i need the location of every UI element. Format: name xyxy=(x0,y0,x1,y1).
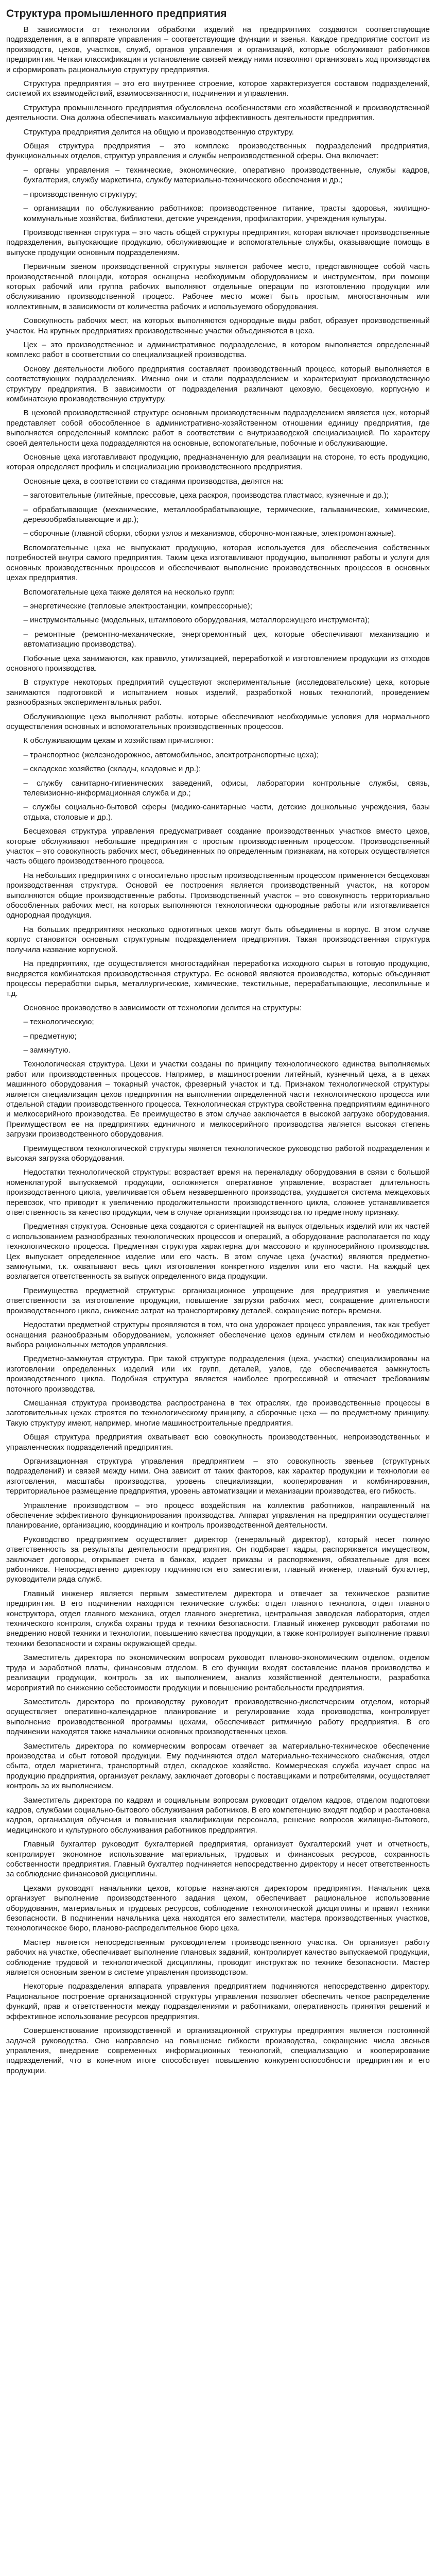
list-item: – транспортное (железнодорожное, автомобильное, электротранспортные цеха); xyxy=(23,750,319,759)
list-item: – службу санитарно-гигиенических заведений, офисы, лаборатории контрольные службы, связь, телевизионно-информационная служба и др.; xyxy=(23,778,430,798)
paragraph: Технологическая структура. Цехи и участки созданы по принципу технологического единства выполняемых работ или производственных процессов. Например, в машиностроении литейный, кузнечный цеха, а в цехах машинного оборудования – токарный участок, фрезерный участок и т.д. Признаком технологической структуры является специализация цехов предприятия на выполнении определенной части технологического процесса или отдельной стадии производственного процесса. Технологическая структура свойственна предприятиям единичного и мелкосерийного производства. Ее преимущество в этом случае заключается в высокой загрузке оборудования. Преимуществом ее на предприятиях единичного и мелкосерийного производства является высокая степень загрузки производственного оборудования. xyxy=(6,1060,430,1139)
paragraph: Главный инженер является первым заместителем директора и отвечает за техническое развитие предприятия. В его подчинении находятся технические службы: отдел главного технолога, отдел главного конструктора, отдел главного механика, отдел главного энергетика, центральная заводская лаборатория, отдел технического контроля, служба охраны труда и техники безопасности. Главный инженер руководит работами по внедрению новой техники и технологии, повышению качества продукции, а также контролирует выполнение правил техники безопасности и охраны окружающей среды. xyxy=(6,1589,430,1648)
paragraph: Мастер является непосредственным руководителем производственного участка. Он организует работу рабочих на участке, обеспечивает выполнение плановых заданий, контролирует качество выпускаемой продукции, соблюдение трудовой и технологической дисциплины, проводит инструктаж по технике безопасности. Мастер является основным звеном в системе управления производством. xyxy=(6,1938,430,1977)
list-item: – складское хозяйство (склады, кладовые и др.); xyxy=(23,765,201,774)
list-item: – предметную; xyxy=(23,1031,77,1041)
paragraph: Общая структура предприятия охватывает всю совокупность производственных, непроизводственных и управленческих подразделений предприятия. xyxy=(6,1433,430,1452)
paragraph: Совершенствование производственной и организационной структуры предприятия является постоянной задачей руководства. Оно направлено на повышение гибкости производства, сокращение числа звеньев управления, внедрение современных информационных технологий, специализацию и кооперирование подразделений, что в конечном итоге способствует повышению конкурентоспособности предприятия и его продукции. xyxy=(6,2026,430,2075)
paragraph: В цеховой производственной структуре основным производственным подразделением является цех, который представляет собой обособленное в административно-хозяйственном отношении единицу предприятия, где выполняется определенный комплекс работ в соответствии с внутризаводской специализацией. По характеру своей деятельности цеха подразделяются на основные, вспомогательные, побочные и обслуживающие. xyxy=(6,409,430,448)
list-item: – заготовительные (литейные, прессовые, цеха раскроя, производства пластмасс, кузнечные и др.); xyxy=(23,491,389,500)
paragraph: Смешанная структура производства распространена в тех отраслях, где производственные процессы в заготовительных цехах строятся по технологическому принципу, а сборочные цеха — по предметному принципу. Такую структуру имеют, например, многие машиностроительные предприятия. xyxy=(6,1398,430,1428)
paragraph: Основные цеха, в соответствии со стадиями производства, делятся на: xyxy=(23,477,284,486)
paragraph: Недостатки предметной структуры проявляются в том, что она удорожает процесс управления, так как требует оснащения разнообразным оборудованием, усложняет обеспечение цехов единым стилем и необходимостью выбора рациональных методов управления. xyxy=(6,1320,430,1349)
paragraph: Совокупность рабочих мест, на которых выполняются однородные виды работ, образует производственный участок. На крупных предприятиях производственные участки объединяются в цеха. xyxy=(6,316,430,335)
list-item: – энергетические (тепловые электростанции, компрессорные); xyxy=(23,601,252,611)
list-item: – замкнутую. xyxy=(23,1045,71,1055)
paragraph: Предметная структура. Основные цеха создаются с ориентацией на выпуск отдельных изделий или их частей с использованием разнообразных технологических процессов и операций, а оборудование располагается по ходу технологического процесса. Предметная структура характерна для массового и крупносерийного производства. Цех выпускает определенное изделие или его часть. В этом случае цеха (участки) являются предметно-замкнутыми, т.к. охватывают весь цикл изготовления конкретного изделия или его части. На каждый цех возлагается ответственность за выпуск определенного вида продукции. xyxy=(6,1222,430,1281)
paragraph: Обслуживающие цеха выполняют работы, которые обеспечивают необходимые условия для нормального осуществления основных и вспомогательных производственных процессов. xyxy=(6,712,430,731)
paragraph: Производственная структура – это часть общей структуры предприятия, которая включает производственные подразделения, выпускающие продукцию, обслуживающие и вспомогательные службы, оказывающие помощь в выпуске продукции основным подразделениям. xyxy=(6,228,430,257)
list-item: – инструментальные (модельных, штампового оборудования, металлорежущего инструмента); xyxy=(23,616,370,625)
paragraph: Руководство предприятием осуществляет директор (генеральный директор), который несет полную ответственность за результаты деятельности предприятия. Он подбирает кадры, распоряжается имуществом, заключает договоры, открывает счета в банках, издает приказы и распоряжения, обязательные для всех работников. Непосредственно директору подчиняются его заместители, главный инженер, главный бухгалтер, руководители ряда служб. xyxy=(6,1535,430,1584)
paragraph: В структуре некоторых предприятий существуют экспериментальные (исследовательские) цеха, которые занимаются подготовкой и испытанием новых изделий, разработкой новых технологий, проведением разнообразных экспериментальных работ. xyxy=(6,678,430,707)
paragraph: Управление производством – это процесс воздействия на коллектив работников, направленный на обеспечение эффективного функционирования производства. Аппарат управления на предприятии осуществляет планирование, организацию, координацию и контроль производственной деятельности. xyxy=(6,1501,430,1530)
list-item: – сборочные (главной сборки, сборки узлов и механизмов, сборочно-монтажные, электромонтажные). xyxy=(23,529,396,538)
paragraph: Основу деятельности любого предприятия составляет производственный процесс, который выполняется в соответствующих подразделениях. Именно они и стали подразделением и характеризуют производственную структуру предприятия. В зависимости от подразделения различают цеховую, бесцеховую, корпусную и комбинатскую производственную структуру. xyxy=(6,364,430,403)
paragraph: Заместитель директора по кадрам и социальным вопросам руководит отделом кадров, отделом подготовки кадров, службами социально-бытового обслуживания работников. В его компетенцию входят подбор и расстановка кадров, организация обучения и повышения квалификации персонала, решение вопросов жилищно-бытового, медицинского и культурного обслуживания работников предприятия. xyxy=(6,1795,430,1835)
paragraph: Первичным звеном производственной структуры является рабочее место, представляющее собой часть производственной площади, которая оснащена необходимым оборудованием и инструментом, при помощи которых рабочий или группа рабочих выполняют отдельные операции по изготовлению продукции или обслуживанию производственной процесс. Рабочее место может быть простым, многостаночным или коллективным, в зависимости от количества рабочих и используемого оборудования. xyxy=(6,262,430,311)
paragraph: Структура предприятия делится на общую и производственную структуру. xyxy=(23,127,294,137)
list-item: – обрабатывающие (механические, металлообрабатывающие, термические, гальванические, химические, деревообрабатывающие и др.); xyxy=(23,505,430,524)
paragraph: Вспомогательные цеха также делятся на несколько групп: xyxy=(23,587,235,597)
paragraph: Заместитель директора по коммерческим вопросам отвечает за материально-техническое обеспечение производства и сбыт готовой продукции. Ему подчиняются отдел материально-технического снабжения, отдел сбыта, отдел маркетинга, транспортный отдел, складское хозяйство. Коммерческая служба изучает спрос на продукцию предприятия, организует рекламу, заключает договоры с поставщиками и потребителями, осуществляет контроль за их выполнением. xyxy=(6,1741,430,1791)
paragraph: Заместитель директора по производству руководит производственно-диспетчерским отделом, который осуществляет оперативно-календарное планирование и регулирование хода производства, контролирует выполнение производственной программы цехами, обеспечивает ритмичную работу предприятия. В его подчинении находятся также начальники основных производственных цехов. xyxy=(6,1697,430,1737)
paragraph: На больших предприятиях несколько однотипных цехов могут быть объединены в корпус. В этом случае корпус становится основным структурным подразделением предприятия. Такая производственная структура получила название корпусной. xyxy=(6,925,430,954)
paragraph: Заместитель директора по экономическим вопросам руководит планово-экономическим отделом, отделом труда и заработной платы, финансовым отделом. В его функции входят составление планов производства и реализации продукции, контроль за их выполнением, анализ хозяйственной деятельности, разработка мероприятий по снижению себестоимости продукции и повышению рентабельности предприятия. xyxy=(6,1653,430,1692)
paragraph: Преимуществом технологической структуры является технологическое руководство работой подразделения и высокая загрузка оборудования. xyxy=(6,1144,430,1163)
paragraph: Преимущества предметной структуры: организационное упрощение для предприятия и увеличение ответственности за изготовление продукции, повышение загрузки рабочих мест, сокращение длительности производственного цикла, снижение затрат на транспортировку деталей, сокращение потерь времени. xyxy=(6,1286,430,1315)
paragraph: Структура предприятия – это его внутреннее строение, которое характеризуется составом подразделений, системой их взаимодействий, взаимосвязанности, подчинения и управления. xyxy=(6,79,430,98)
paragraph: Предметно-замкнутая структура. При такой структуре подразделения (цеха, участки) специализированы на изготовлении определенных изделий или их групп, деталей, узлов, где обеспечивается замкнутость производственного цикла. Подобная структура является наиболее прогрессивной и отвечает требованиям поточного производства. xyxy=(6,1354,430,1394)
paragraph: Основное производство в зависимости от технологии делится на структуры: xyxy=(23,1003,302,1012)
list-item: – технологическую; xyxy=(23,1018,94,1027)
list-item: – органы управления – технические, экономические, оперативно производственные, службы кадров, бухгалтерия, службу маркетинга, службу материально-технического обеспечения и др.; xyxy=(23,165,430,185)
paragraph: Организационная структура управления предприятием – это совокупность звеньев (структурных подразделений) и связей между ними. Она зависит от таких факторов, как характер продукции и технологии ее изготовления, масштабы производства, уровень специализации, кооперирования и комбинирования, территориальное размещение предприятия, уровень автоматизации и механизации производства, его гибкость. xyxy=(6,1456,430,1496)
paragraph: Цехами руководят начальники цехов, которые назначаются директором предприятия. Начальник цеха организует выполнение производственного задания цехом, обеспечивает рациональное использование оборудования, материальных и трудовых ресурсов, соблюдение технологической дисциплины и правил техники безопасности. В подчинении начальника цеха находятся его заместители, мастера производственных участков, технологическое бюро, планово-распределительное бюро цеха. xyxy=(6,1884,430,1933)
paragraph: В зависимости от технологии обработки изделий на предприятиях создаются соответствующие подразделения, а в аппарате управления – соответствующие функции и звенья. Каждое предприятие состоит из производств, цехов, участков, служб, органов управления и организаций, которые обслуживают работников предприятия. Четкая классификация и установление связей между ними позволяют организовать ход производства и сформировать рациональную структуру предприятия. xyxy=(6,25,430,74)
list-item: – службы социально-бытовой сферы (медико-санитарные части, детские дошкольные учреждения, базы отдыха, столовые и др.). xyxy=(23,803,430,822)
paragraph: Основные цеха изготавливают продукцию, предназначенную для реализации на стороне, то есть продукцию, которая определяет профиль и специализацию производственного предприятия. xyxy=(6,453,430,472)
list-item: – организации по обслуживанию работников: производственное питание, трасты здоровья, жилищно-коммунальные хозяйства, библиотеки, детские учреждения, профилактории, учреждения культуры. xyxy=(23,204,430,223)
paragraph: На небольших предприятиях с относительно простым производственным процессом применяется бесцеховая производственная структура. Основой ее построения является производственный участок, на котором выполняются общие производственные работы. Производственный участок – это совокупность территориально обособленных рабочих мест, на которых выполняются технологически однородные работы или изготавливается однородная продукция. xyxy=(6,871,430,920)
list-item: – ремонтные (ремонтно-механические, энергоремонтный цех, которые обеспечивают механизацию и автоматизацию производства). xyxy=(23,630,430,649)
paragraph: Побочные цеха занимаются, как правило, утилизацией, переработкой и изготовлением продукции из отходов основного производства. xyxy=(6,654,430,673)
paragraph: На предприятиях, где осуществляется многостадийная переработка исходного сырья в готовую продукцию, внедряется комбинатская производственная структура. Ее основой являются производства, которые объединяют процессы переработки сырья, металлургические, химические, текстильные, перерабатывающие, лесопильные и т.д. xyxy=(6,959,430,998)
paragraph: К обслуживающим цехам и хозяйствам причисляют: xyxy=(23,736,214,745)
page-title: Структура промышленного предприятия xyxy=(6,8,227,20)
document-body xyxy=(6,25,430,2076)
paragraph: Главный бухгалтер руководит бухгалтерией предприятия, организует бухгалтерский учет и отчетность, контролирует экономное использование материальных, трудовых и финансовых ресурсов, сохранность собственности предприятия. Главный бухгалтер подчиняется непосредственно директору и несет ответственность за соблюдение финансовой дисциплины. xyxy=(6,1840,430,1879)
paragraph: Общая структура предприятия – это комплекс производственных подразделений предприятия, функциональных отделов, структур управления и службы непроизводственной сферы. Она включает: xyxy=(6,142,430,161)
paragraph: Некоторые подразделения аппарата управления предприятием подчиняются непосредственно директору. Рациональное построение организационной структуры управления позволяет обеспечить четкое распределение функций, прав и ответственности между подразделениями и работниками, оперативность принятия решений и эффективное использование ресурсов предприятия. xyxy=(6,1982,430,2021)
paragraph: Бесцеховая структура управления предусматривает создание производственных участков вместо цехов, которые обслуживают небольшие предприятия с простым производственным процессом. Производственный участок – это совокупность рабочих мест, объединенных по определенным признакам, на которых осуществляется часть общего производственного процесса. xyxy=(6,827,430,866)
list-item: – производственную структуру; xyxy=(23,190,137,199)
paragraph: Вспомогательные цеха не выпускают продукцию, которая используется для обеспечения собственных потребностей внутри самого предприятия. Таким цеха изготавливают продукцию, выполняют работы и услуги для основных производственных процессов и обеспечивают выполнение производственных процессов в основных цехах предприятия. xyxy=(6,543,430,583)
paragraph: Недостатки технологической структуры: возрастает время на переналадку оборудования в связи с большой номенклатурой выпускаемой продукции, осложняется оперативное управление, возрастает длительность производственного цикла, увеличивается объем незавершенного производства, ухудшается система межцеховых перевозок, что приводит к увеличению продолжительности производственного цикла, сложнее устанавливается ответственность за качество продукции, чем в случае организации производства по предметному признаку. xyxy=(6,1168,430,1217)
paragraph: Цех – это производственное и административное подразделение, в котором выполняется определенный комплекс работ в соответствии со специализацией производства. xyxy=(6,340,430,360)
paragraph: Структура промышленного предприятия обусловлена особенностями его хозяйственной и производственной деятельности. Она должна обеспечивать максимальную эффективность деятельности предприятия. xyxy=(6,103,430,123)
